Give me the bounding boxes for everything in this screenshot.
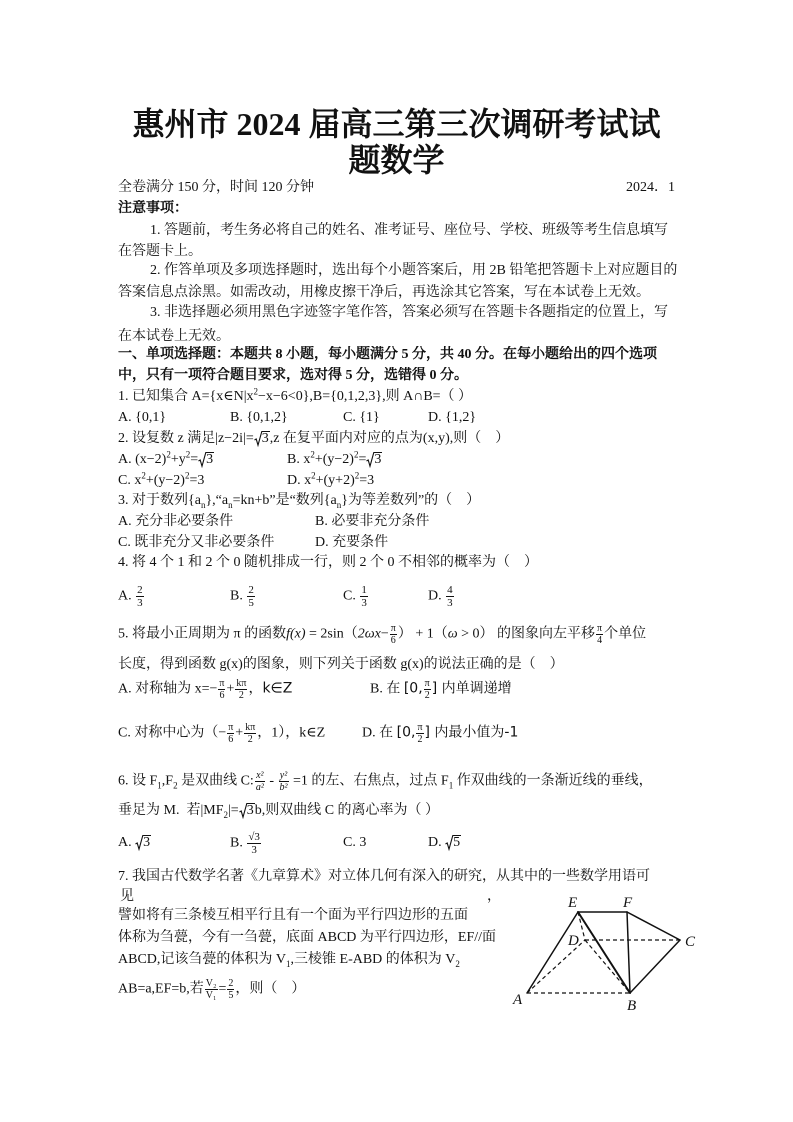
fraction-denominator: 2 xyxy=(235,689,247,701)
page-title-line-2: 题数学 xyxy=(348,142,445,178)
radicand: 3 xyxy=(246,803,254,818)
text-run: = xyxy=(190,452,199,467)
fraction xyxy=(205,978,218,1001)
fraction xyxy=(279,770,289,793)
fraction-denominator: 3 xyxy=(361,597,367,609)
fraction xyxy=(255,770,265,793)
text-run: }为等差数列”的（ ） xyxy=(341,493,481,508)
sans-text: k∈Z xyxy=(262,680,293,697)
edge-fb xyxy=(627,912,630,993)
square-root xyxy=(366,452,382,467)
superscript: 2 xyxy=(354,472,360,481)
text-run: AB=a,EF=b,若 xyxy=(118,981,204,997)
subscript: n xyxy=(228,499,233,510)
fraction xyxy=(446,584,454,609)
note-2-line-2: 答案信息点涂黑。如需改动，用橡皮擦干净后，再选涂其它答案，写在本试卷上无效。 xyxy=(118,285,650,300)
square-root xyxy=(239,803,255,818)
math-text: f(x) xyxy=(286,626,306,642)
superscript: 2 xyxy=(253,388,259,397)
text-run: + xyxy=(226,681,235,697)
q2-option-d xyxy=(287,472,693,490)
subscript: 2 xyxy=(455,958,460,969)
radical-sign xyxy=(254,431,262,446)
note-1-line-2: 在答题卡上。 xyxy=(118,244,202,259)
text-run: D. xyxy=(428,588,446,604)
q3-option-d xyxy=(315,534,693,552)
fraction xyxy=(218,678,225,701)
q4-stem xyxy=(118,554,693,572)
vertex-label-b: B xyxy=(627,998,637,1013)
q3-stem xyxy=(118,492,693,510)
text-run: 6. 设 F xyxy=(118,773,158,789)
text-run: ,z 在复平面内对应的点为(x,y),则（ ） xyxy=(269,431,510,446)
fraction-numerator: π xyxy=(228,722,234,733)
fraction xyxy=(247,831,261,856)
text-run: ） xyxy=(397,626,412,642)
text-run: B. xyxy=(230,835,247,851)
fraction-numerator: y² xyxy=(279,770,288,781)
notes-heading: 注意事项： xyxy=(118,201,188,216)
text-run: 4. 将 4 个 1 和 2 个 0 随机排成一行，则 2 个 0 不相邻的概率为（ ） xyxy=(118,555,538,570)
vertex-label-c: C xyxy=(685,934,696,950)
fraction xyxy=(247,584,255,609)
fraction xyxy=(360,584,368,609)
radicand: 3 xyxy=(261,431,269,446)
text-run: = xyxy=(218,981,227,997)
fraction xyxy=(136,584,144,609)
subscript: n xyxy=(200,499,206,510)
text-run: D. {1,2} xyxy=(428,410,477,425)
square-root xyxy=(135,835,151,850)
text-run: D. 在 xyxy=(362,725,397,741)
superscript: 2 xyxy=(310,451,315,460)
text-run: 的图象向左平移 xyxy=(493,626,596,642)
text-run: 是双曲线 C: xyxy=(177,773,254,789)
text-run: +(y−2) xyxy=(145,473,185,488)
radical-sign xyxy=(135,835,143,850)
fraction-numerator: 2 xyxy=(248,584,254,596)
exam-score-time: 全卷满分 150 分，时间 120 分钟 xyxy=(118,180,314,195)
fraction-numerator: kπ xyxy=(245,722,256,733)
fraction xyxy=(596,623,603,646)
fraction-denominator: 2 xyxy=(244,733,256,745)
fraction-denominator: 2 xyxy=(424,690,430,701)
q6-stem-line-2 xyxy=(118,802,693,820)
radical-sign xyxy=(198,452,206,467)
subscript: 2 xyxy=(173,780,178,791)
superscript: 2 xyxy=(185,451,191,460)
radical-sign xyxy=(366,452,374,467)
superscript: 2 xyxy=(184,472,190,481)
edge-ea xyxy=(527,912,578,993)
square-root xyxy=(254,431,270,446)
subscript: 2 xyxy=(223,809,228,820)
fraction-numerator: kπ xyxy=(236,678,247,689)
text-run: B. xyxy=(230,588,247,604)
q5-stem-line-1 xyxy=(118,623,693,646)
fraction-numerator: 4 xyxy=(447,584,453,596)
vertex-label-e: E xyxy=(568,895,578,911)
sans-text: [0, xyxy=(403,680,423,697)
section-1-heading-line-2: 中，只有一项符合题目要求，选对得 5 分，选错得 0 分。 xyxy=(118,368,468,383)
text-run: C. 3 xyxy=(343,835,367,850)
radicand: 3 xyxy=(374,452,382,467)
fraction-numerator: π xyxy=(390,623,396,634)
fraction-numerator: π xyxy=(219,678,225,689)
text-run: − xyxy=(380,626,389,642)
sans-text: ] 内最小值为-1 xyxy=(424,724,519,741)
fraction-denominator: a² xyxy=(255,782,264,793)
fraction xyxy=(244,722,256,745)
fraction-denominator: 3 xyxy=(447,597,453,609)
fraction-numerator: π xyxy=(424,678,430,689)
text-run: C. 对称中心为（− xyxy=(118,725,227,741)
text-run: （ xyxy=(343,626,358,642)
text-run: 2. 设复数 z 满足|z−2i|= xyxy=(118,431,254,446)
text-run: C. {1} xyxy=(343,410,380,425)
text-run: A. xyxy=(118,835,136,850)
fraction-denominator: 4 xyxy=(597,635,603,646)
radicand: 5 xyxy=(453,835,461,850)
fraction-denominator: 6 xyxy=(228,734,234,745)
text-run: 体称为刍甍，今有一刍甍，底面 ABCD 为平行四边形，EF//面 xyxy=(118,930,497,945)
q2-option-b xyxy=(287,451,693,469)
fraction-numerator: √3 xyxy=(248,831,260,843)
fraction-denominator: 5 xyxy=(248,597,254,609)
fraction-denominator: 5 xyxy=(228,990,234,1001)
page-title-line-1: 惠州市 2024 届高三第三次调研考试试 xyxy=(132,106,661,142)
text-run: C. x xyxy=(118,473,142,488)
fraction-denominator: b² xyxy=(279,782,288,793)
text-run: 3. 对于数列{a xyxy=(118,493,201,508)
fraction-denominator: 6 xyxy=(390,635,396,646)
fraction xyxy=(235,678,247,701)
fraction xyxy=(424,678,431,701)
fraction xyxy=(416,722,423,745)
square-root xyxy=(198,452,214,467)
text-run: C. 既非充分又非必要条件 xyxy=(118,535,275,550)
text-run: ） xyxy=(479,626,494,642)
text-run: B. x xyxy=(287,452,311,467)
vertex-label-a: A xyxy=(513,992,523,1008)
sans-text: ] 内单调递增 xyxy=(431,680,512,697)
edge-bc xyxy=(630,940,680,993)
q6-option-d xyxy=(428,834,693,852)
q7-solid-figure xyxy=(505,888,705,1013)
text-run: 5. 将最小正周期为 π 的函数 xyxy=(118,626,287,642)
text-run: D. 充要条件 xyxy=(315,535,389,550)
radicand: 3 xyxy=(143,835,151,850)
text-run: C. xyxy=(343,588,360,604)
q1-option-d xyxy=(428,409,693,427)
fraction-denominator: V₁ xyxy=(205,990,217,1001)
text-run: A. 充分非必要条件 xyxy=(118,514,234,529)
math-text: ω xyxy=(447,626,458,642)
fraction-denominator: 6 xyxy=(219,690,225,701)
q5-option-b xyxy=(370,678,693,701)
exam-date: 2024．1 xyxy=(626,180,675,195)
superscript: 2 xyxy=(353,451,359,460)
note-3-line-2: 在本试卷上无效。 xyxy=(118,329,230,344)
text-run: A. (x−2) xyxy=(118,452,167,467)
text-run: 1. 已知集合 A={x∈N|x xyxy=(118,389,254,404)
section-1-heading-line-1: 一、单项选择题：本题共 8 小题，每小题满分 5 分，共 40 分。在每小题给出的四个选项 xyxy=(118,347,657,362)
q5-stem-line-2 xyxy=(118,656,693,674)
text-run: 见 xyxy=(120,889,134,904)
text-run: = xyxy=(358,452,367,467)
text-run: +(y−2) xyxy=(314,452,354,467)
fraction-numerator: π xyxy=(417,722,423,733)
sans-text: [0, xyxy=(396,724,416,741)
text-run: A. 对称轴为 x=− xyxy=(118,681,218,697)
q6-stem-line-1 xyxy=(118,770,693,793)
subscript: 1 xyxy=(448,780,454,791)
superscript: 2 xyxy=(311,472,316,481)
text-run: （ xyxy=(433,626,448,642)
text-run: + xyxy=(235,725,244,741)
text-run: 譬如将有三条棱互相平行且有一个面为平行四边形的五面 xyxy=(118,908,468,923)
text-run: 长度，得到函数 g(x)的图象，则下列关于函数 g(x)的说法正确的是（ ） xyxy=(118,657,564,672)
text-run: ，则（ ） xyxy=(235,981,306,997)
fraction-numerator: 2 xyxy=(137,584,143,596)
text-run: A. {0,1} xyxy=(118,410,167,425)
q4-option-d xyxy=(428,584,693,609)
subscript: n xyxy=(336,499,342,510)
radicand: 3 xyxy=(206,452,214,467)
fraction-numerator: x² xyxy=(256,770,264,781)
text-run: =3 xyxy=(359,473,375,488)
fraction-numerator: V₂ xyxy=(205,978,217,989)
text-run: ABCD,记该刍甍的体积为 V xyxy=(118,952,287,967)
fraction-numerator: 1 xyxy=(361,584,367,596)
text-run: 作双曲线的一条渐近线的垂线， xyxy=(453,773,653,789)
text-run: 垂足为 M. 若|MF xyxy=(118,803,224,818)
text-run: +y xyxy=(170,452,186,467)
note-1-line-1: 1. 答题前，考生务必将自己的姓名、准考证号、座位号、学校、班级等考生信息填写 xyxy=(150,223,668,238)
text-run: ,F xyxy=(161,773,174,789)
fraction xyxy=(390,623,397,646)
fraction-numerator: 2 xyxy=(228,978,234,989)
text-run: =kn+b”是“数列{a xyxy=(232,493,337,508)
text-run: > 0 xyxy=(457,626,480,642)
q2-stem xyxy=(118,430,693,448)
fraction-denominator: 3 xyxy=(137,597,143,609)
q7-stem-line-1 xyxy=(118,868,693,886)
text-run: D. x xyxy=(287,473,312,488)
vertex-label-d: D xyxy=(568,933,579,949)
q3-option-b xyxy=(315,513,693,531)
text-run: −x−6<0},B={0,1,2,3},则 A∩B=（ ） xyxy=(258,389,473,404)
text-run: ， xyxy=(248,681,263,697)
math-text: 2ωx xyxy=(357,626,381,642)
edge-fc xyxy=(627,912,680,940)
note-3-line-1: 3. 非选择题必须用黑色字迹签字笔作答，答案必须写在答题卡各题指定的位置上，写 xyxy=(150,305,668,320)
text-run: A. xyxy=(118,588,136,604)
fraction xyxy=(227,978,234,1001)
vertex-label-f: F xyxy=(623,895,633,911)
text-run: =3 xyxy=(189,473,205,488)
note-2-line-1: 2. 作答单项及多项选择题时，选出每个小题答案后，用 2B 铅笔把答题卡上对应题目的 xyxy=(150,263,678,278)
edge-db-hidden xyxy=(585,940,630,993)
text-run: B. 在 xyxy=(370,681,404,697)
superscript: 2 xyxy=(141,472,146,481)
text-run: B. {0,1,2} xyxy=(230,410,288,425)
text-run: ， xyxy=(487,889,501,904)
edge-eb xyxy=(578,912,630,993)
superscript: 2 xyxy=(166,451,171,460)
fraction-denominator: 2 xyxy=(417,734,423,745)
text-run: + 1 xyxy=(411,626,434,642)
text-run: D. xyxy=(428,835,446,850)
subscript: 1 xyxy=(157,780,162,791)
subscript: 1 xyxy=(286,958,291,969)
q1-stem xyxy=(118,388,693,406)
text-run: = 2sin xyxy=(305,626,344,642)
radical-sign xyxy=(239,803,247,818)
fraction-denominator: 3 xyxy=(247,843,261,856)
text-run: b,则双曲线 C 的离心率为（ ） xyxy=(254,803,440,818)
square-root xyxy=(445,835,461,850)
text-run: },“a xyxy=(205,493,229,508)
text-run: |= xyxy=(228,803,239,818)
text-run: B. 必要非充分条件 xyxy=(315,514,430,529)
text-run: ，1），k∈Z xyxy=(257,725,326,741)
text-run: 7. 我国古代数学名著《九章算术》对立体几何有深入的研究，从其中的一些数学用语可 xyxy=(118,869,650,884)
fraction xyxy=(227,722,234,745)
radical-sign xyxy=(445,835,453,850)
text-run: 个单位 xyxy=(604,626,647,642)
q5-option-d xyxy=(362,722,693,745)
fraction-numerator: π xyxy=(597,623,603,634)
text-run: ,三棱锥 E-ABD 的体积为 V xyxy=(290,952,456,967)
text-run: =1 的左、右焦点，过点 F xyxy=(289,773,449,789)
text-run: - xyxy=(265,773,278,789)
text-run: +(y+2) xyxy=(315,473,355,488)
